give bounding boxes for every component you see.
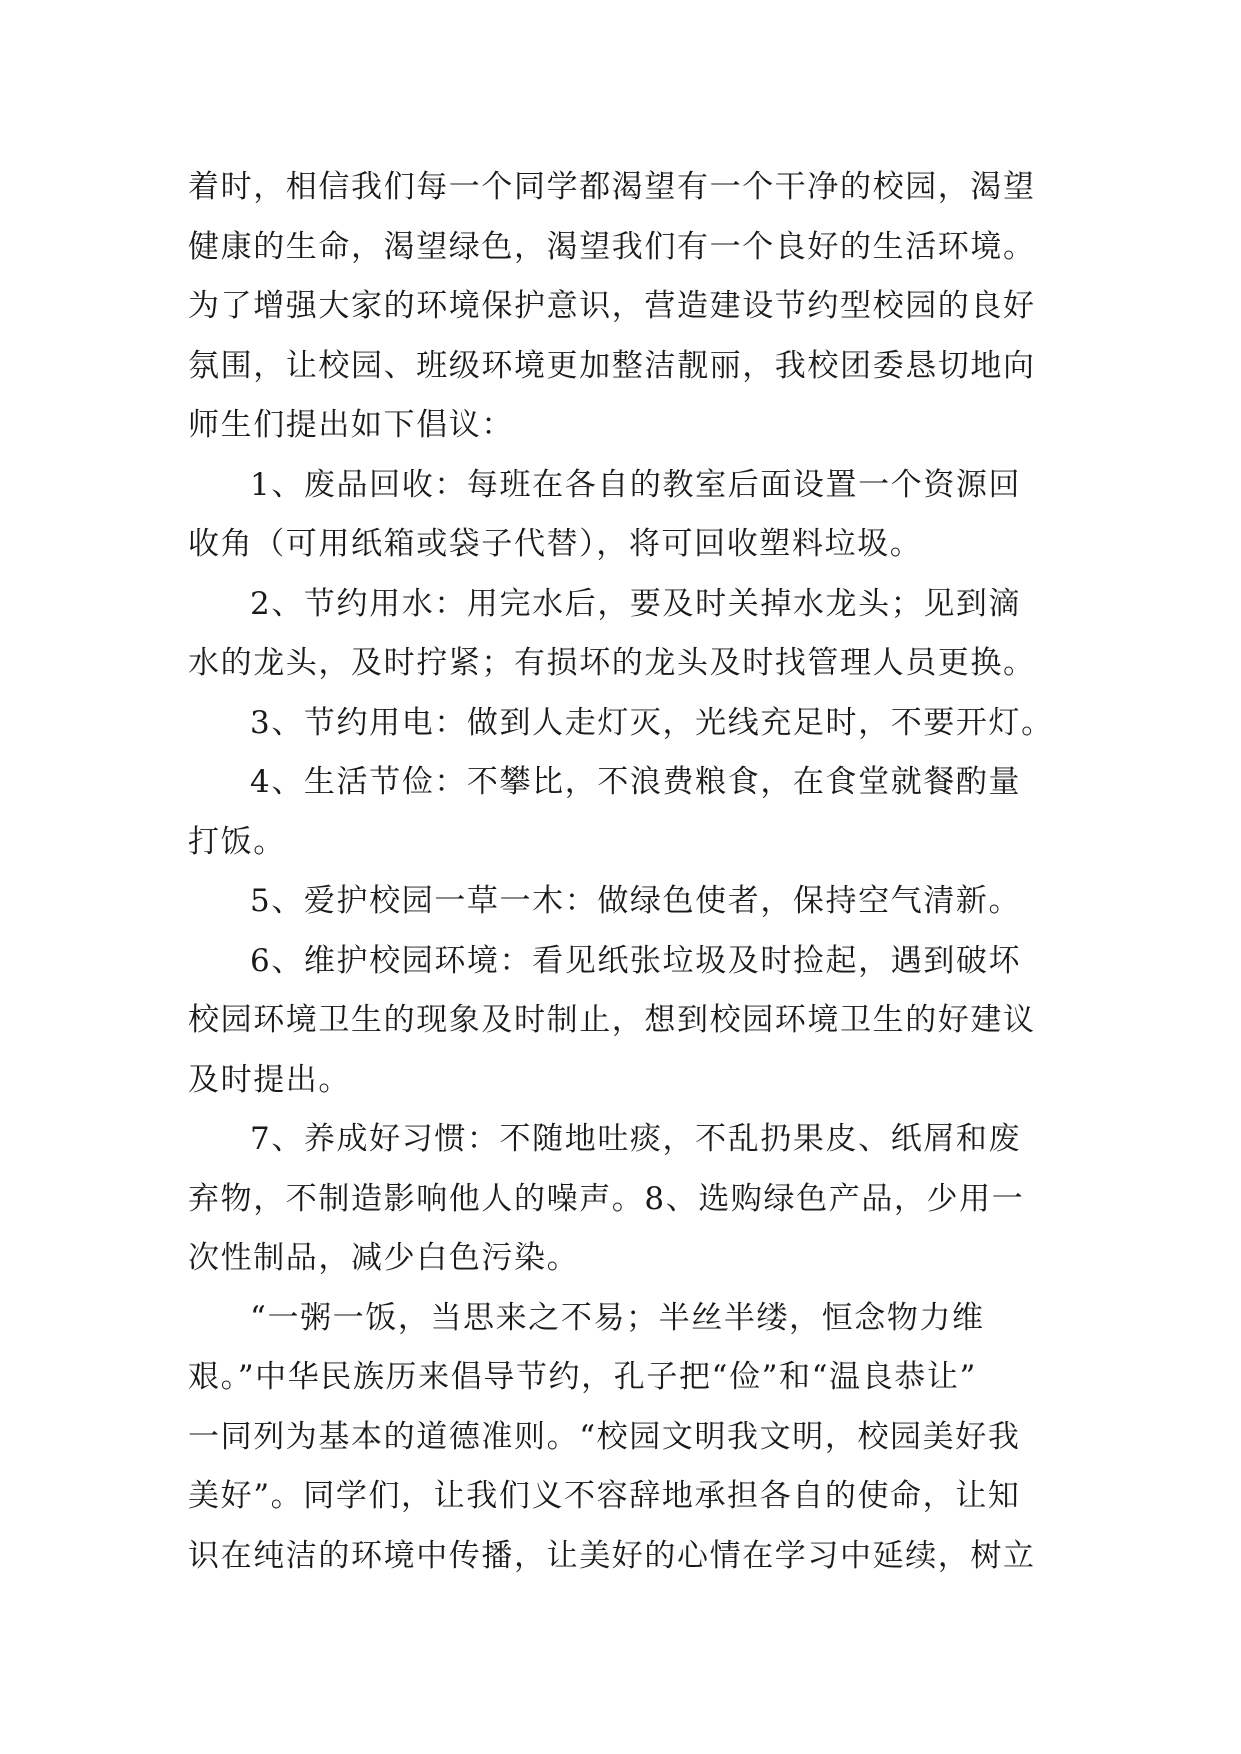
text-line: 一同列为基本的道德准则。“校园文明我文明，校园美好我 <box>188 1418 1021 1455</box>
text-line: 着时，相信我们每一个同学都渴望有一个干净的校园，渴望 <box>188 169 1036 205</box>
text-line: 美好”。同学们，让我们义不容辞地承担各自的使命，让知 <box>188 1478 1021 1514</box>
body-text <box>188 158 1058 1586</box>
text-line: 水的龙头，及时拧紧；有损坏的龙头及时找管理人员更换。 <box>188 645 1036 681</box>
text-line: 氛围，让校园、班级环境更加整洁靓丽，我校团委恳切地向 <box>188 347 1036 384</box>
text-line: 识在纯洁的环境中传播，让美好的心情在学习中延续，树立 <box>188 1537 1036 1574</box>
text-line: 6、维护校园环境：看见纸张垃圾及时捡起，遇到破坏 <box>250 942 1022 979</box>
text-line: 2、节约用水：用完水后，要及时关掉水龙头；见到滴 <box>250 585 1022 622</box>
text-line: 及时提出。 <box>188 1061 351 1098</box>
text-line: “一粥一饭，当思来之不易；半丝半缕，恒念物力维 <box>250 1299 985 1336</box>
text-line: 次性制品，减少白色污染。 <box>188 1240 580 1276</box>
text-line: 艰。”中华民族历来倡导节约，孔子把“俭”和“温良恭让” <box>188 1359 977 1395</box>
text-line: 1、废品回收：每班在各自的教室后面设置一个资源回 <box>250 466 1022 503</box>
text-line: 5、爱护校园一草一木：做绿色使者，保持空气清新。 <box>250 883 1022 919</box>
text-line: 弃物，不制造影响他人的噪声。8、选购绿色产品，少用一 <box>188 1180 1025 1217</box>
text-line: 校园环境卫生的现象及时制止，想到校园环境卫生的好建议 <box>188 1002 1036 1038</box>
text-line: 4、生活节俭：不攀比，不浪费粮食，在食堂就餐酌量 <box>250 764 1022 800</box>
text-line: 3、节约用电：做到人走灯灭，光线充足时，不要开灯。 <box>250 704 1054 741</box>
text-line: 师生们提出如下倡议： <box>188 407 514 443</box>
text-line: 健康的生命，渴望绿色，渴望我们有一个良好的生活环境。 <box>188 228 1036 265</box>
text-line: 收角（可用纸箱或袋子代替），将可回收塑料垃圾。 <box>188 526 923 562</box>
text-line: 打饭。 <box>188 823 286 860</box>
text-line: 7、养成好习惯：不随地吐痰，不乱扔果皮、纸屑和废 <box>250 1121 1022 1157</box>
text-line: 为了增强大家的环境保护意识，营造建设节约型校园的良好 <box>188 288 1036 324</box>
